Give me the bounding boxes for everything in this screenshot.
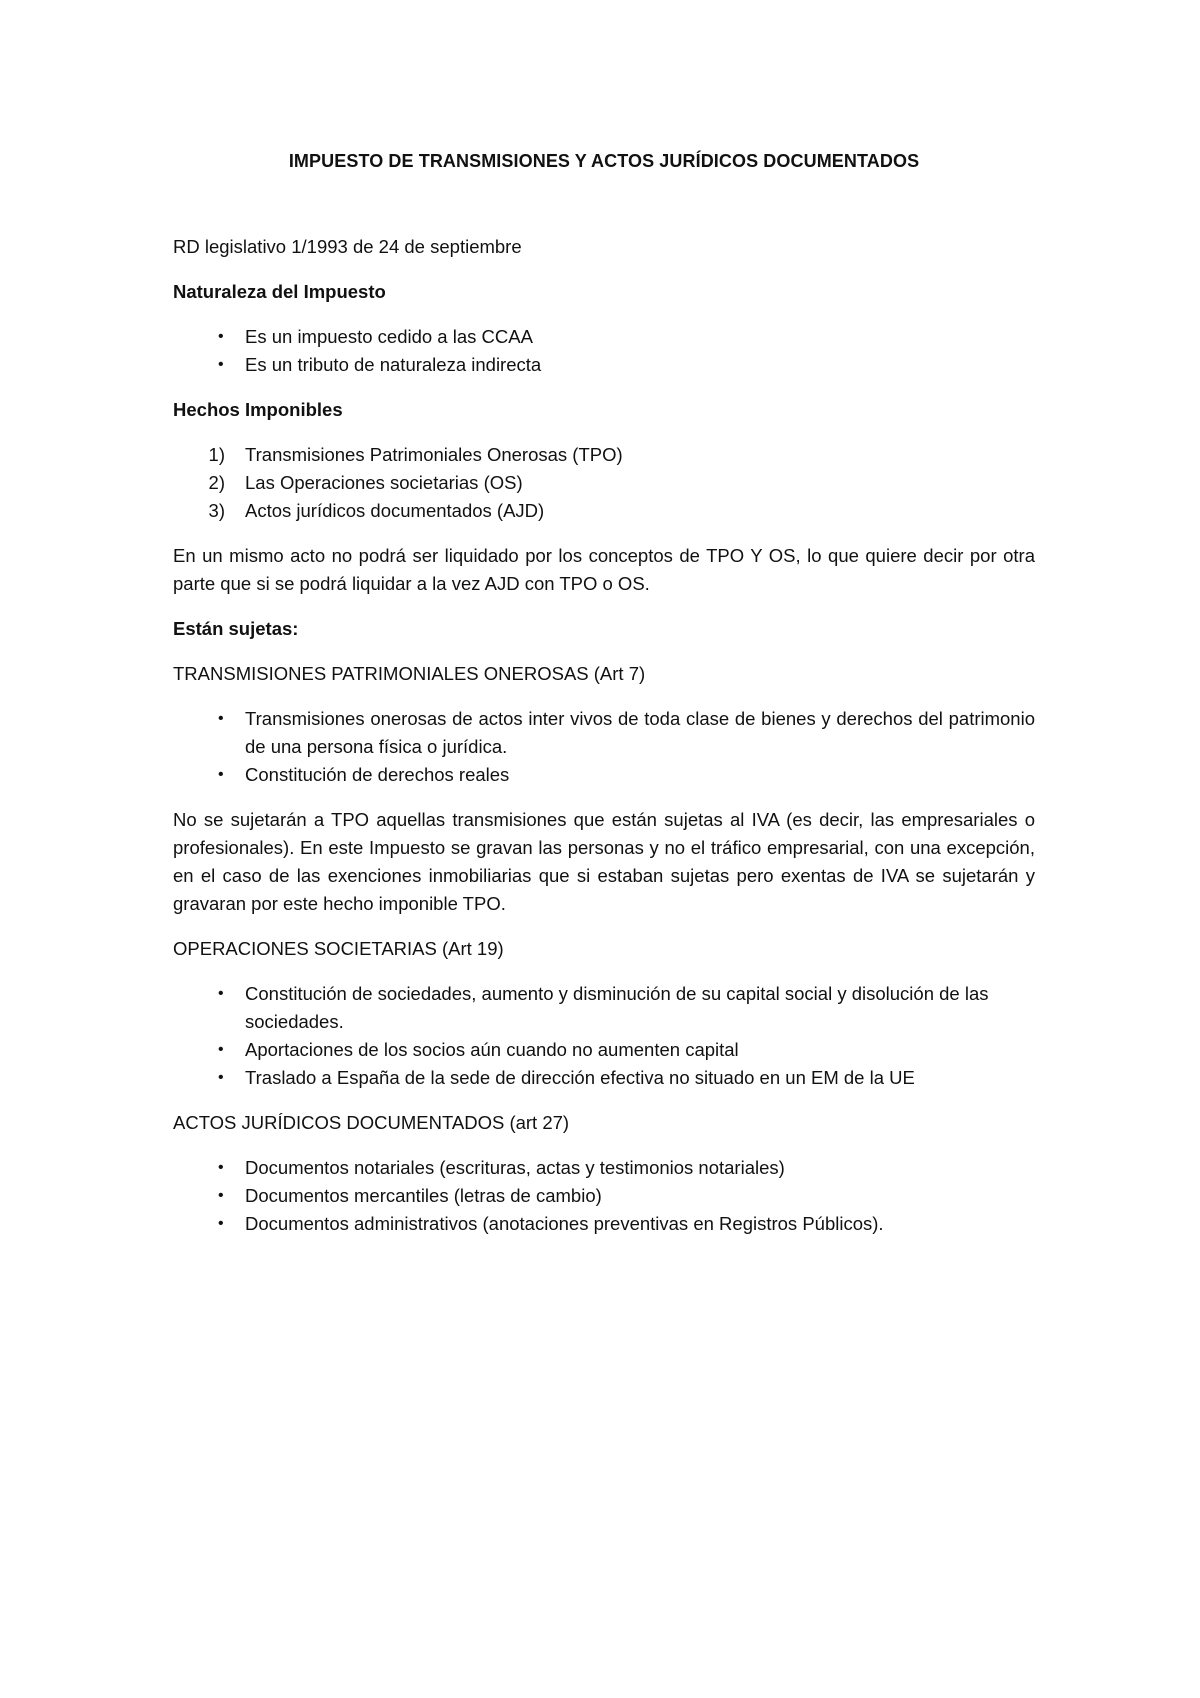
bullet-icon: •	[218, 985, 224, 1002]
bullet-icon: •	[218, 1215, 224, 1232]
list-item: • Constitución de derechos reales	[173, 761, 1035, 789]
os-heading: OPERACIONES SOCIETARIAS (Art 19)	[173, 938, 504, 959]
bullet-icon: •	[218, 1041, 224, 1058]
list-item: • Documentos mercantiles (letras de cambio)	[173, 1182, 1035, 1210]
list-item: • Documentos administrativos (anotaciones preventivas en Registros Públicos).	[173, 1210, 1035, 1238]
bullet-icon: •	[218, 328, 224, 345]
tpo-list	[173, 705, 1035, 789]
list-item: 2) Las Operaciones societarias (OS)	[208, 472, 523, 493]
ajd-list	[173, 1154, 1035, 1238]
list-item: • Es un tributo de naturaleza indirecta	[173, 351, 1035, 379]
law-reference: RD legislativo 1/1993 de 24 de septiembre	[173, 236, 522, 257]
list-item: • Transmisiones onerosas de actos inter vivos de toda clase de bienes y derechos del patrimonio de una persona física o jurídica.	[173, 705, 1035, 761]
hechos-list	[173, 441, 1035, 525]
hechos-heading: Hechos Imponibles	[173, 399, 343, 420]
bullet-icon: •	[218, 1069, 224, 1086]
tpo-note: No se sujetarán a TPO aquellas transmisiones que están sujetas al IVA (es decir, las empresariales o profesionales). En este Impuesto se gravan las personas y no el tráfico empresarial, con una excepción, en el caso de las exenciones inmobiliarias que si estaban sujetas pero exentas de IVA se sujetarán y gravaran por este hecho imponible TPO.	[173, 809, 1035, 914]
bullet-icon: •	[218, 710, 224, 727]
bullet-icon: •	[218, 1187, 224, 1204]
bullet-icon: •	[218, 766, 224, 783]
list-item: 1) Transmisiones Patrimoniales Onerosas (TPO)	[208, 444, 623, 465]
document-title: IMPUESTO DE TRANSMISIONES Y ACTOS JURÍDICOS DOCUMENTADOS	[288, 151, 920, 171]
document-page	[173, 128, 1035, 1255]
bullet-icon: •	[218, 356, 224, 373]
hechos-note: En un mismo acto no podrá ser liquidado por los conceptos de TPO Y OS, lo que quiere decir por otra parte que si se podrá liquidar a la vez AJD con TPO o OS.	[173, 545, 1035, 594]
os-list	[173, 980, 1035, 1092]
sujetas-heading: Están sujetas:	[173, 618, 299, 639]
list-item: • Traslado a España de la sede de dirección efectiva no situado en un EM de la UE	[173, 1064, 1035, 1092]
bullet-icon: •	[218, 1159, 224, 1176]
naturaleza-list	[173, 323, 1035, 379]
naturaleza-heading: Naturaleza del Impuesto	[173, 281, 386, 302]
tpo-heading: TRANSMISIONES PATRIMONIALES ONEROSAS (Art 7)	[173, 663, 646, 684]
list-item: • Documentos notariales (escrituras, actas y testimonios notariales)	[173, 1154, 1035, 1182]
ajd-heading: ACTOS JURÍDICOS DOCUMENTADOS (art 27)	[173, 1112, 570, 1133]
list-item: 3) Actos jurídicos documentados (AJD)	[208, 500, 545, 521]
list-item: • Es un impuesto cedido a las CCAA	[173, 323, 1035, 351]
list-item: • Aportaciones de los socios aún cuando no aumenten capital	[173, 1036, 1035, 1064]
list-item: • Constitución de sociedades, aumento y disminución de su capital social y disolución de las sociedades.	[173, 980, 1035, 1036]
